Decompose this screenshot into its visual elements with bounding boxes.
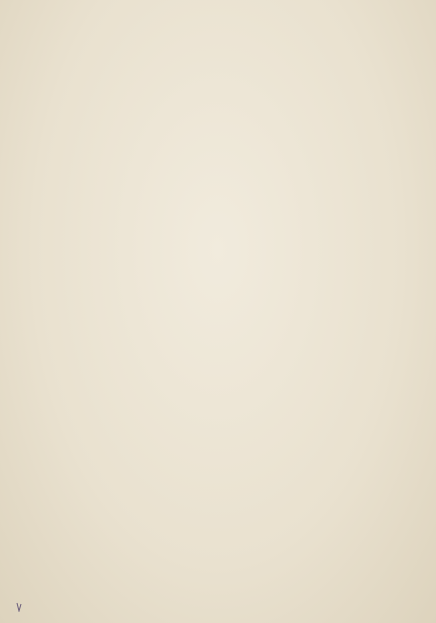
border-left [20,50,38,566]
pencil-check-mark [16,602,22,612]
border-right [400,50,418,566]
title-block [50,70,390,85]
border-top [20,32,418,50]
ornamental-border [20,32,418,584]
library-annotations [16,598,216,616]
border-bottom [20,566,418,584]
